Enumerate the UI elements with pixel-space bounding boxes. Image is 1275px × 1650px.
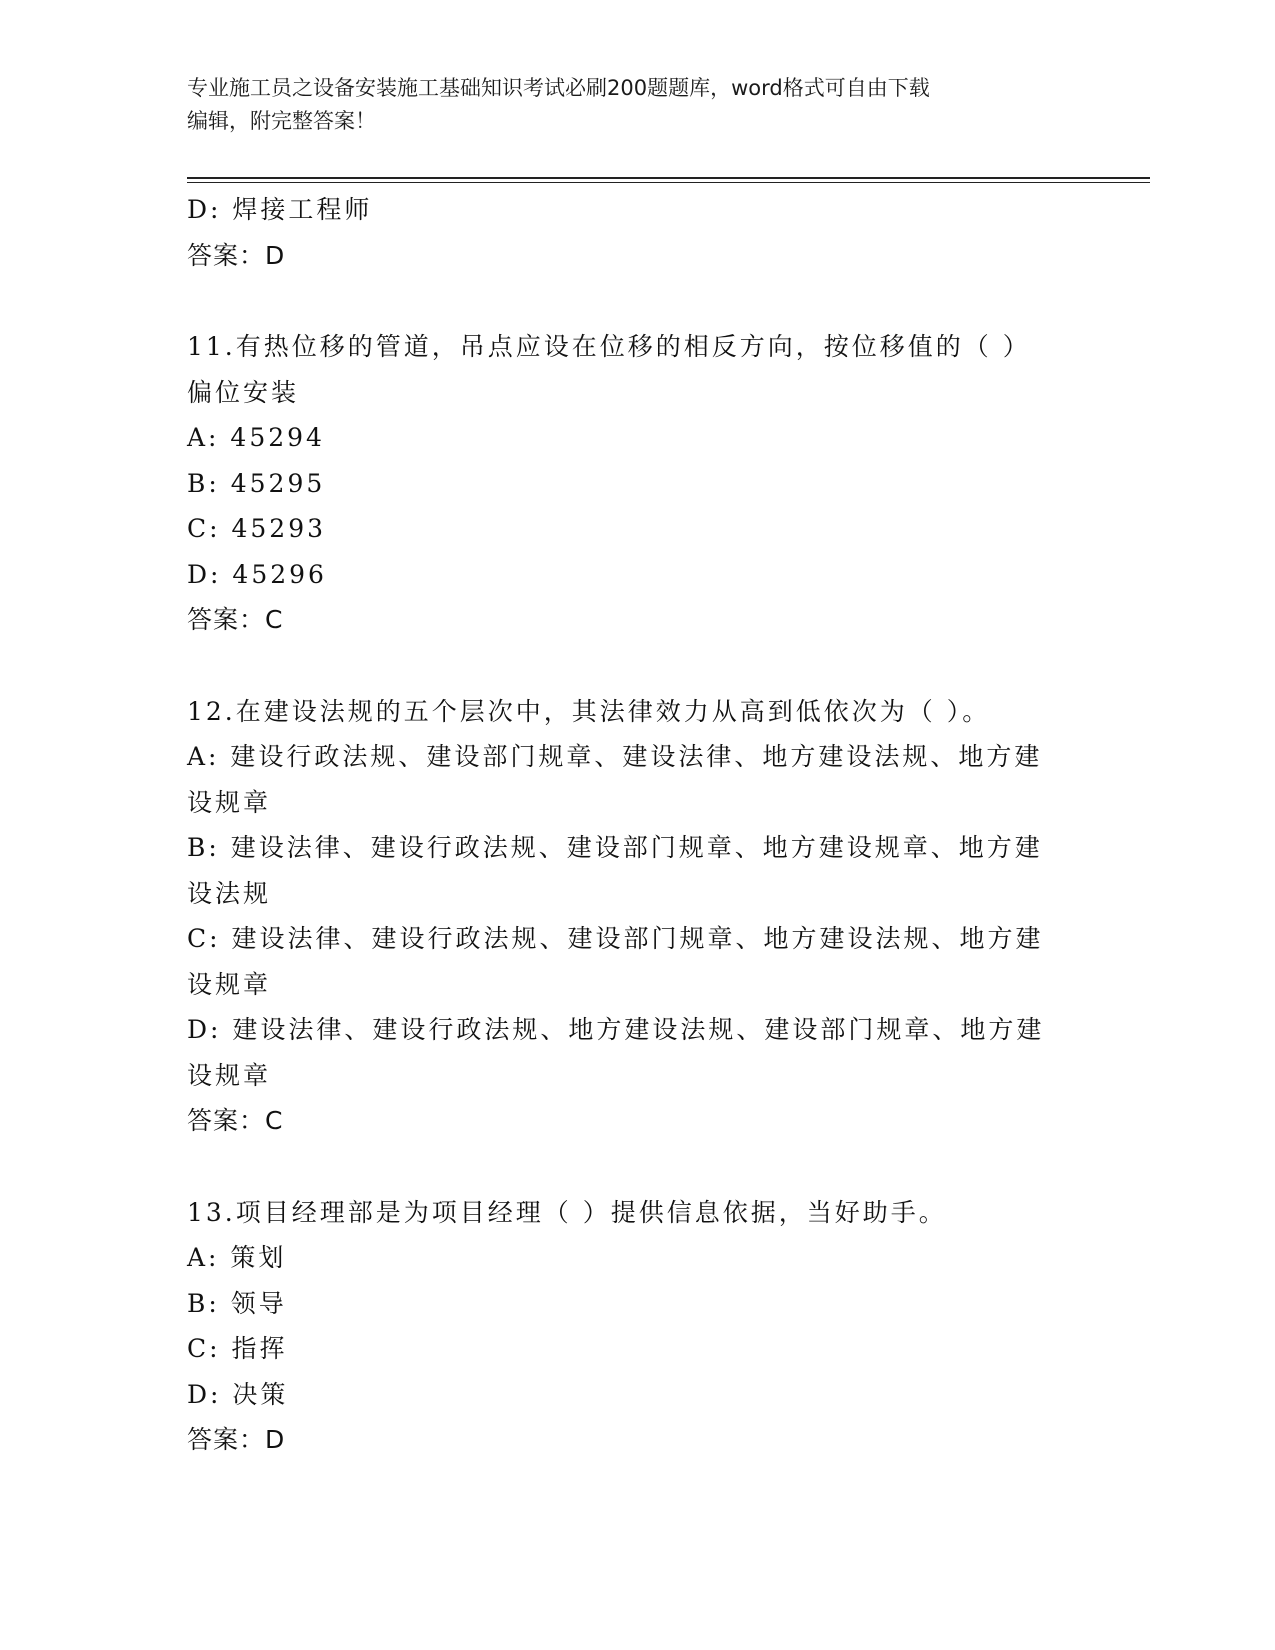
- option-d: D: 45296: [187, 559, 327, 589]
- option-a: A: 45294: [187, 423, 325, 452]
- question-stem: 13.项目经理部是为项目经理（ ）提供信息依据，当好助手。: [187, 1197, 947, 1227]
- answer-label: 答案：C: [187, 605, 284, 634]
- option-d: D: 焊接工程师: [187, 195, 373, 224]
- option-b: B: 45295: [187, 468, 326, 498]
- option-d-cont: 设规章: [187, 1060, 272, 1090]
- header-title-line1: 专业施工员之设备安装施工基础知识考试必刷200题题库，word格式可自由下载: [187, 76, 930, 100]
- question-content: [187, 187, 1087, 1463]
- answer-label: 答案：D: [187, 1425, 286, 1454]
- header-divider-thick: [187, 177, 1150, 179]
- question-13: [187, 1190, 1087, 1463]
- question-stem-cont: 偏位安装: [187, 377, 300, 407]
- option-c-cont: 设规章: [187, 969, 272, 999]
- option-a-cont: 设规章: [187, 787, 272, 817]
- option-c: C: 45293: [187, 514, 327, 543]
- header-divider-thin: [187, 182, 1150, 183]
- answer-label: 答案：C: [187, 1106, 284, 1135]
- question-12: [187, 689, 1087, 1144]
- option-a: A: 策划: [187, 1243, 287, 1272]
- header-title-line2: 编辑，附完整答案！: [187, 109, 376, 133]
- document-header: [187, 72, 1067, 138]
- question-11: [187, 324, 1087, 643]
- option-b: B: 建设法律、建设行政法规、建设部门规章、地方建设规章、地方建: [187, 833, 1043, 862]
- option-a: A: 建设行政法规、建设部门规章、建设法律、地方建设法规、地方建: [187, 742, 1043, 771]
- option-d: D: 建设法律、建设行政法规、地方建设法规、建设部门规章、地方建: [187, 1015, 1045, 1044]
- question-10-tail: [187, 187, 1087, 278]
- answer-label: 答案：D: [187, 240, 286, 270]
- option-b-cont: 设法规: [187, 878, 272, 908]
- option-d: D: 决策: [187, 1379, 289, 1409]
- option-b: B: 领导: [187, 1288, 287, 1318]
- option-c: C: 建设法律、建设行政法规、建设部门规章、地方建设法规、地方建: [187, 924, 1044, 953]
- question-stem: 12.在建设法规的五个层次中，其法律效力从高到低依次为（ ）。: [187, 696, 991, 726]
- option-c: C: 指挥: [187, 1334, 288, 1363]
- question-stem: 11.有热位移的管道，吊点应设在位移的相反方向，按位移值的（ ）: [187, 332, 1031, 361]
